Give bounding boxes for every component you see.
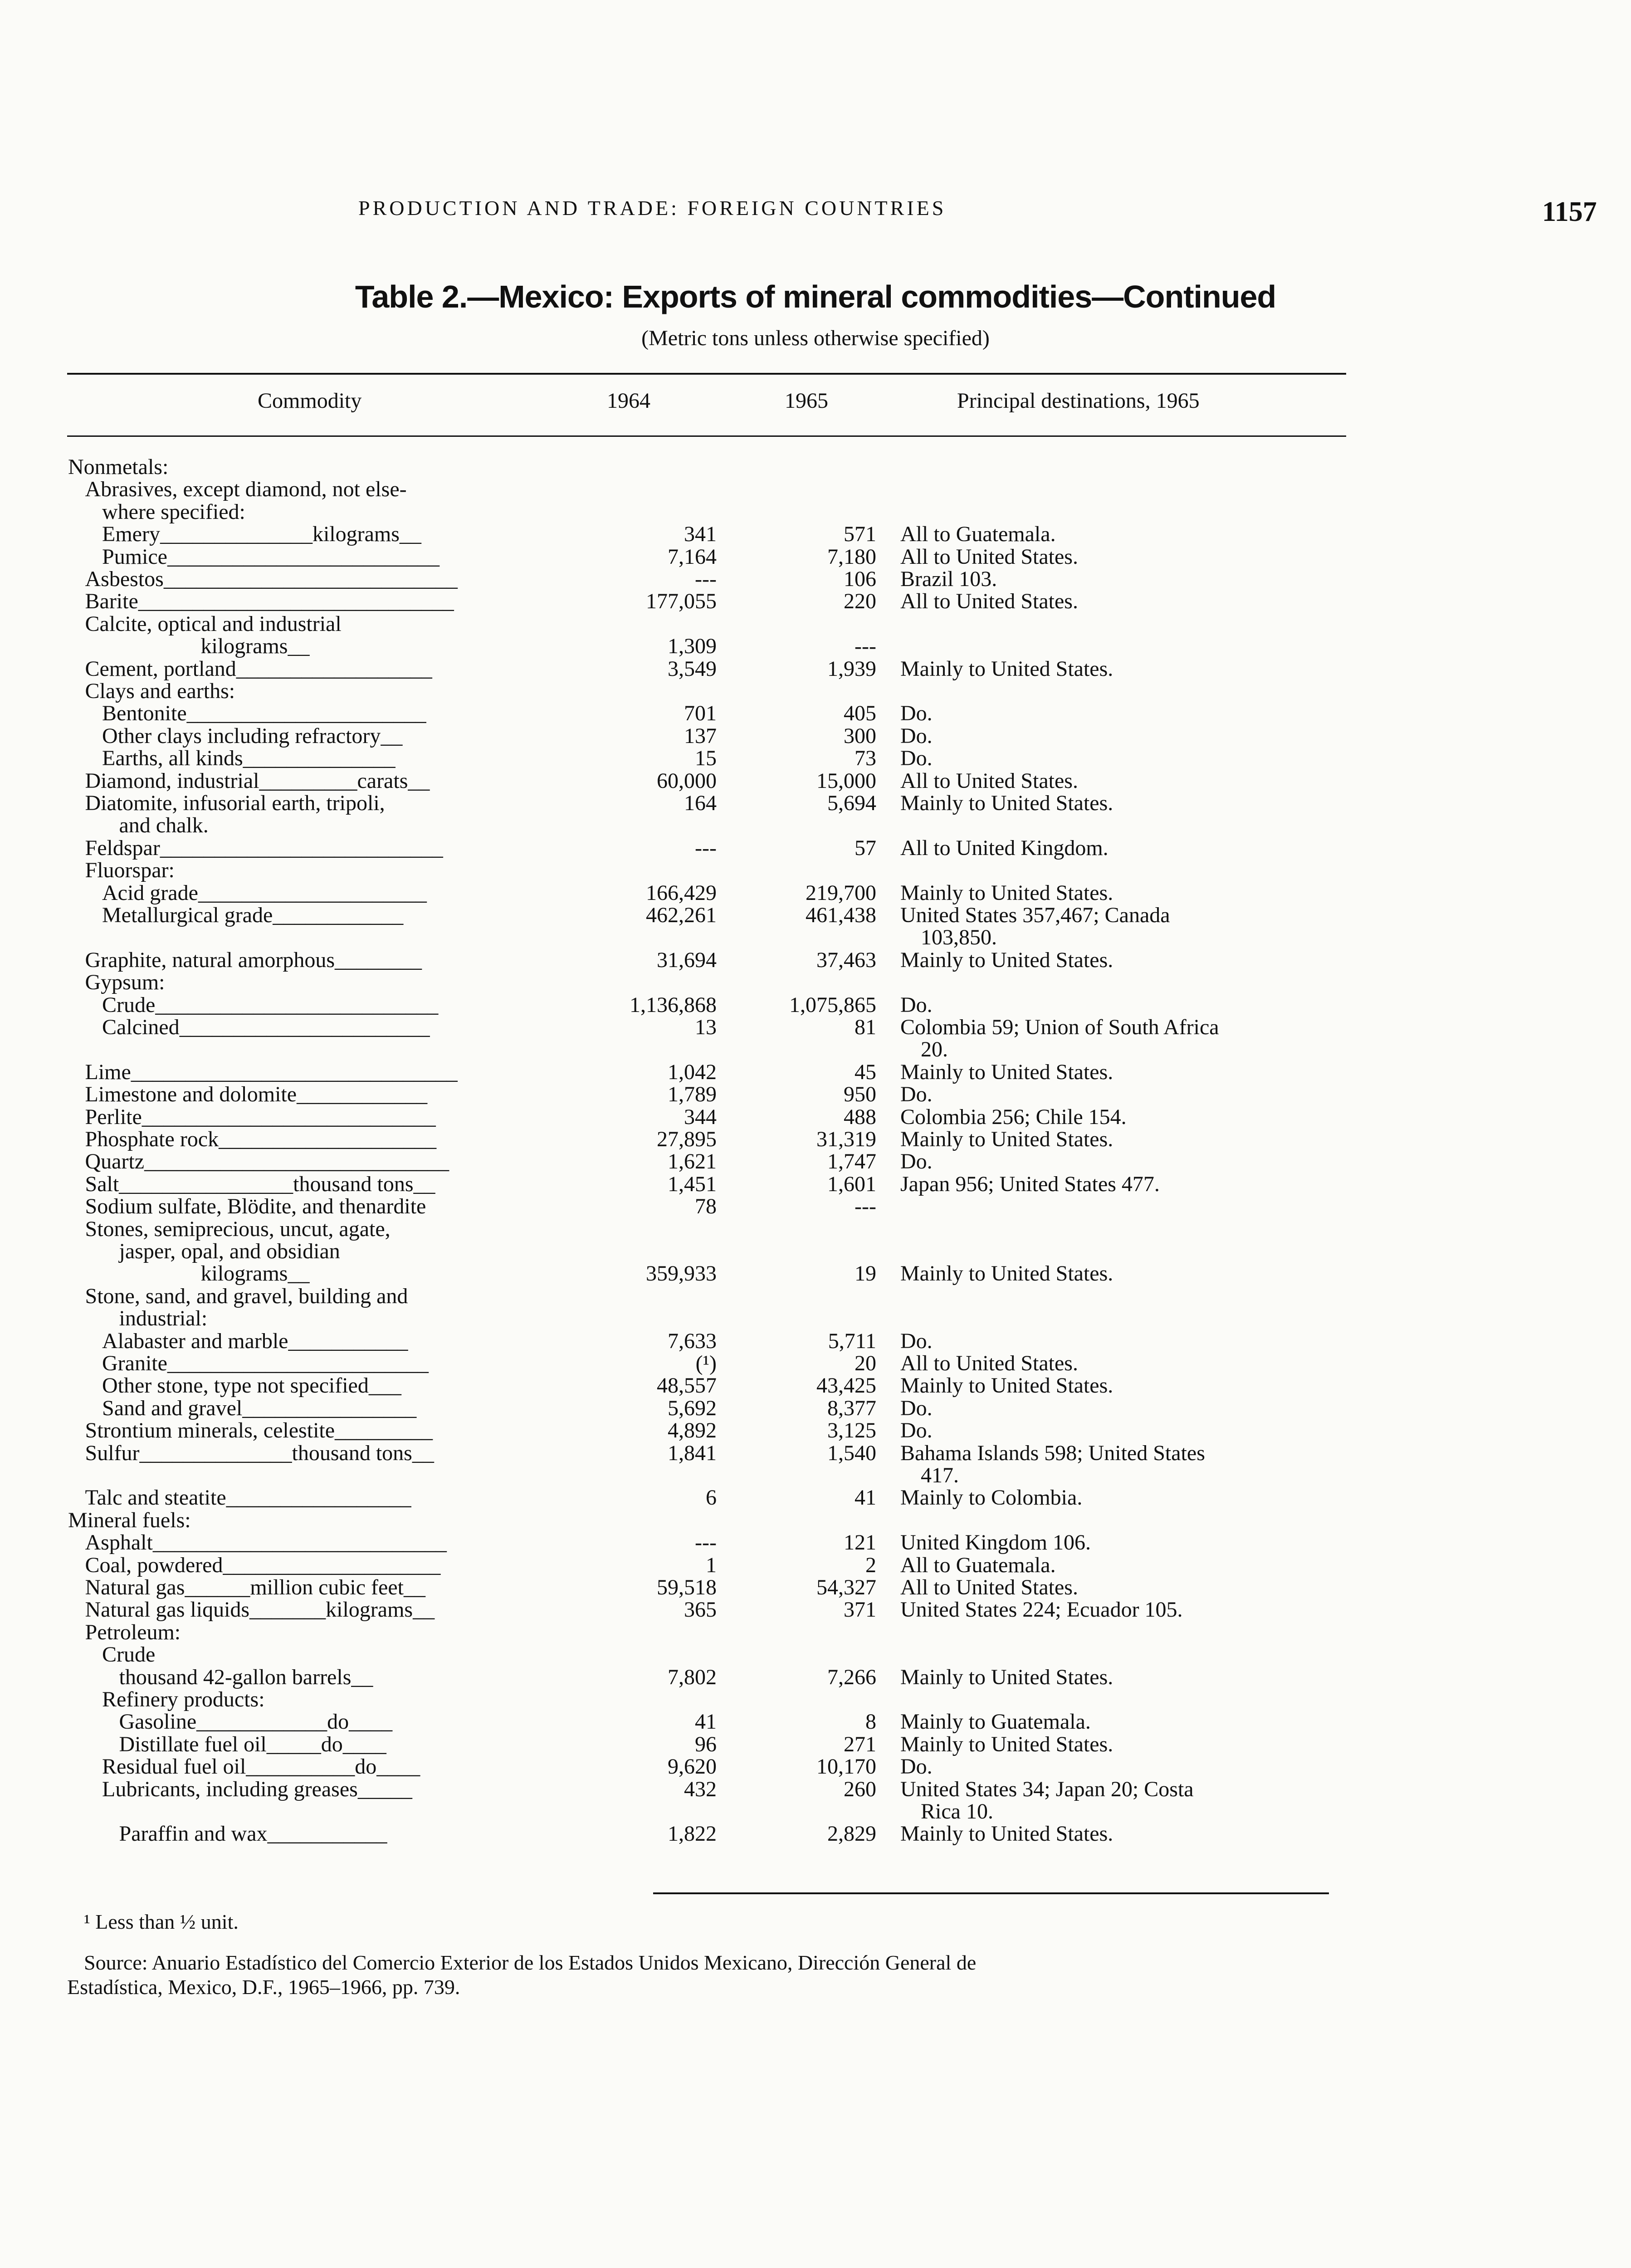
row-value-1964: 1,309	[668, 634, 717, 658]
source-note	[67, 1950, 1337, 1999]
row-commodity: Barite_____________________________	[85, 589, 454, 613]
row-commodity: Coal, powdered____________________	[85, 1553, 441, 1577]
row-destination: Mainly to United States.	[900, 657, 1113, 681]
row-value-1964: 31,694	[657, 948, 717, 972]
row-commodity: Limestone and dolomite____________	[85, 1082, 428, 1106]
row-value-1964: 177,055	[646, 589, 717, 613]
column-header-destinations: Principal destinations, 1965	[957, 389, 1200, 413]
row-destination: Rica 10.	[921, 1799, 993, 1823]
row-commodity: Asphalt___________________________	[85, 1530, 447, 1554]
row-commodity: Calcite, optical and industrial	[85, 612, 342, 636]
row-destination: Colombia 59; Union of South Africa	[900, 1015, 1219, 1039]
row-commodity: Cement, portland__________________	[85, 657, 432, 681]
row-value-1964: 1,789	[668, 1082, 717, 1106]
row-value-1964: ---	[695, 567, 717, 591]
row-destination: United States 357,467; Canada	[900, 903, 1170, 927]
row-value-1964: (¹)	[695, 1351, 717, 1375]
row-destination: Bahama Islands 598; United States	[900, 1441, 1205, 1465]
row-value-1964: 432	[684, 1777, 717, 1801]
row-commodity: Alabaster and marble___________	[102, 1329, 408, 1353]
row-commodity: Mineral fuels:	[68, 1508, 191, 1532]
row-commodity: Lime______________________________	[85, 1060, 458, 1084]
table-header-rule	[67, 435, 1346, 437]
row-commodity: jasper, opal, and obsidian	[119, 1239, 340, 1263]
row-value-1964: 6	[706, 1486, 717, 1510]
row-commodity: Emery______________kilograms__	[102, 522, 421, 546]
row-value-1964: 48,557	[657, 1374, 717, 1398]
row-commodity: kilograms__	[200, 634, 310, 658]
row-commodity: Residual fuel oil__________do____	[102, 1755, 420, 1779]
row-destination: Colombia 256; Chile 154.	[900, 1105, 1127, 1129]
row-commodity: Gypsum:	[85, 970, 165, 994]
row-commodity: Petroleum:	[85, 1620, 181, 1644]
row-value-1964: 1,042	[668, 1060, 717, 1084]
row-destination: Mainly to United States.	[900, 881, 1113, 905]
row-commodity: Metallurgical grade____________	[102, 903, 404, 927]
row-commodity: Nonmetals:	[68, 455, 169, 479]
row-commodity: Sodium sulfate, Blödite, and thenardite	[85, 1194, 426, 1218]
row-commodity: Strontium minerals, celestite_________	[85, 1418, 433, 1442]
row-value-1965: ---	[855, 634, 876, 658]
row-commodity: Distillate fuel oil_____do____	[119, 1732, 386, 1756]
row-destination: Do.	[900, 1418, 933, 1442]
row-value-1965: 7,180	[827, 545, 876, 569]
running-header: PRODUCTION AND TRADE: FOREIGN COUNTRIES	[358, 196, 947, 220]
row-commodity: Diatomite, infusorial earth, tripoli,	[85, 791, 385, 815]
row-destination: 20.	[921, 1037, 948, 1061]
row-commodity: Perlite___________________________	[85, 1105, 436, 1129]
row-commodity: Pumice_________________________	[102, 545, 439, 569]
row-value-1964: 15	[695, 746, 717, 770]
row-commodity: Crude__________________________	[102, 993, 439, 1017]
row-value-1965: 54,327	[816, 1575, 876, 1599]
row-destination: Do.	[900, 1329, 933, 1353]
row-value-1965: 57	[855, 836, 876, 860]
row-value-1965: 488	[844, 1105, 876, 1129]
row-commodity: Granite________________________	[102, 1351, 429, 1375]
row-commodity: Talc and steatite_________________	[85, 1486, 411, 1510]
row-value-1965: 271	[844, 1732, 876, 1756]
row-value-1964: 1,451	[668, 1172, 717, 1196]
row-value-1965: 1,075,865	[789, 993, 876, 1017]
row-value-1964: 701	[684, 701, 717, 725]
row-commodity: Fluorspar:	[85, 858, 175, 882]
row-value-1964: 1,136,868	[630, 993, 717, 1017]
row-value-1965: 5,711	[828, 1329, 876, 1353]
row-commodity: Diamond, industrial_________carats__	[85, 769, 430, 793]
row-destination: United States 224; Ecuador 105.	[900, 1598, 1183, 1622]
row-value-1964: 365	[684, 1598, 717, 1622]
row-destination: All to United States.	[900, 545, 1078, 569]
row-value-1964: 60,000	[657, 769, 717, 793]
row-value-1965: 1,540	[827, 1441, 876, 1465]
row-value-1964: 7,164	[668, 545, 717, 569]
row-value-1964: 78	[695, 1194, 717, 1218]
source-note-line-1: Source: Anuario Estadístico del Comercio Exterior de los Estados Unidos Mexicano, Dirección General de	[84, 1951, 977, 1974]
row-value-1964: 9,620	[668, 1755, 717, 1779]
column-header-commodity: Commodity	[258, 389, 362, 413]
row-commodity: Quartz____________________________	[85, 1149, 449, 1173]
table-top-rule	[67, 373, 1346, 375]
row-commodity: Bentonite______________________	[102, 701, 426, 725]
row-commodity: Sulfur______________thousand tons__	[85, 1441, 434, 1465]
row-value-1964: 7,633	[668, 1329, 717, 1353]
row-destination: United Kingdom 106.	[900, 1530, 1091, 1554]
row-value-1964: 462,261	[646, 903, 717, 927]
row-value-1965: 43,425	[816, 1374, 876, 1398]
footnote-1: ¹ Less than ½ unit.	[84, 1910, 239, 1933]
row-value-1965: 8	[865, 1710, 876, 1734]
page-number: 1157	[1542, 196, 1597, 227]
row-value-1965: 1,601	[827, 1172, 876, 1196]
row-value-1965: 73	[855, 746, 876, 770]
row-value-1964: 344	[684, 1105, 717, 1129]
row-value-1964: 137	[684, 724, 717, 748]
row-commodity: Lubricants, including greases_____	[102, 1777, 412, 1801]
row-value-1964: ---	[695, 836, 717, 860]
row-destination: Mainly to United States.	[900, 1127, 1113, 1151]
row-commodity: Phosphate rock____________________	[85, 1127, 437, 1151]
row-destination: Do.	[900, 1396, 933, 1420]
row-value-1965: 81	[855, 1015, 876, 1039]
row-destination: Mainly to Guatemala.	[900, 1710, 1091, 1734]
row-destination: All to United States.	[900, 1575, 1078, 1599]
row-destination: Mainly to United States.	[900, 1822, 1113, 1846]
row-destination: All to United States.	[900, 1351, 1078, 1375]
row-value-1964: 41	[695, 1710, 717, 1734]
row-commodity: Gasoline____________do____	[119, 1710, 393, 1734]
row-value-1964: 1,822	[668, 1822, 717, 1846]
row-value-1964: 4,892	[668, 1418, 717, 1442]
row-destination: Do.	[900, 746, 933, 770]
row-value-1965: 219,700	[806, 881, 876, 905]
row-commodity: Stones, semiprecious, uncut, agate,	[85, 1217, 391, 1241]
row-value-1965: 1,747	[827, 1149, 876, 1173]
row-value-1965: 121	[844, 1530, 876, 1554]
row-value-1964: 13	[695, 1015, 717, 1039]
row-value-1964: 1	[706, 1553, 717, 1577]
row-value-1964: 59,518	[657, 1575, 717, 1599]
row-value-1965: 41	[855, 1486, 876, 1510]
row-destination: All to Guatemala.	[900, 1553, 1056, 1577]
row-commodity: Crude	[102, 1642, 156, 1667]
row-value-1964: 359,933	[646, 1261, 717, 1286]
row-commodity: where specified:	[102, 500, 245, 524]
row-value-1965: 5,694	[827, 791, 876, 815]
row-value-1965: 106	[844, 567, 876, 591]
row-commodity: Asbestos___________________________	[85, 567, 458, 591]
row-destination: United States 34; Japan 20; Costa	[900, 1777, 1194, 1801]
row-value-1965: 8,377	[827, 1396, 876, 1420]
row-destination: Mainly to Colombia.	[900, 1486, 1083, 1510]
row-commodity: and chalk.	[119, 813, 209, 837]
source-note-line-2: Estadística, Mexico, D.F., 1965–1966, pp. 739.	[67, 1975, 460, 1999]
row-value-1965: 571	[844, 522, 876, 546]
row-commodity: Abrasives, except diamond, not else-	[85, 477, 407, 501]
row-value-1965: 15,000	[816, 769, 876, 793]
row-destination: Mainly to United States.	[900, 1060, 1113, 1084]
row-destination: Brazil 103.	[900, 567, 997, 591]
row-destination: All to United States.	[900, 589, 1078, 613]
row-destination: Do.	[900, 993, 933, 1017]
row-commodity: industrial:	[119, 1306, 208, 1330]
row-value-1965: 461,438	[806, 903, 876, 927]
row-value-1965: 300	[844, 724, 876, 748]
row-value-1965: 220	[844, 589, 876, 613]
row-destination: 103,850.	[921, 925, 997, 949]
row-commodity: Sand and gravel________________	[102, 1396, 417, 1420]
row-destination: Japan 956; United States 477.	[900, 1172, 1160, 1196]
row-value-1965: 405	[844, 701, 876, 725]
row-value-1965: 260	[844, 1777, 876, 1801]
row-value-1964: 164	[684, 791, 717, 815]
row-commodity: Natural gas______million cubic feet__	[85, 1575, 425, 1599]
row-value-1965: 19	[855, 1261, 876, 1286]
row-value-1964: 27,895	[657, 1127, 717, 1151]
row-destination: Do.	[900, 1755, 933, 1779]
row-value-1965: 3,125	[827, 1418, 876, 1442]
row-commodity: Other stone, type not specified___	[102, 1374, 401, 1398]
row-destination: Mainly to United States.	[900, 948, 1113, 972]
row-destination: Mainly to United States.	[900, 1665, 1113, 1689]
row-destination: Mainly to United States.	[900, 1374, 1113, 1398]
row-value-1964: 1,841	[668, 1441, 717, 1465]
row-value-1964: 341	[684, 522, 717, 546]
row-destination: All to United Kingdom.	[900, 836, 1108, 860]
row-destination: Mainly to United States.	[900, 1261, 1113, 1286]
row-commodity: Acid grade_____________________	[102, 881, 427, 905]
table-subtitle: (Metric tons unless otherwise specified)	[641, 326, 990, 350]
row-commodity: Refinery products:	[102, 1687, 265, 1711]
row-value-1964: 1,621	[668, 1149, 717, 1173]
table-title: Table 2.—Mexico: Exports of mineral commodities—Continued	[355, 279, 1276, 314]
row-value-1965: 10,170	[816, 1755, 876, 1779]
row-value-1964: 3,549	[668, 657, 717, 681]
row-value-1965: 31,319	[816, 1127, 876, 1151]
row-commodity: Salt________________thousand tons__	[85, 1172, 435, 1196]
column-header-1965: 1965	[785, 389, 828, 413]
row-commodity: Clays and earths:	[85, 679, 235, 703]
row-destination: Do.	[900, 701, 933, 725]
row-destination: Mainly to United States.	[900, 1732, 1113, 1756]
row-value-1964: 166,429	[646, 881, 717, 905]
table-bottom-rule	[653, 1892, 1329, 1894]
row-commodity: Graphite, natural amorphous________	[85, 948, 422, 972]
row-destination: 417.	[921, 1463, 959, 1487]
row-commodity: Stone, sand, and gravel, building and	[85, 1284, 408, 1308]
row-commodity: Calcined_______________________	[102, 1015, 430, 1039]
row-commodity: Natural gas liquids_______kilograms__	[85, 1598, 435, 1622]
row-value-1965: 2,829	[827, 1822, 876, 1846]
row-value-1964: 96	[695, 1732, 717, 1756]
column-header-1964: 1964	[607, 389, 650, 413]
row-commodity: kilograms__	[200, 1261, 310, 1286]
row-value-1965: 1,939	[827, 657, 876, 681]
row-destination: All to United States.	[900, 769, 1078, 793]
row-value-1964: 7,802	[668, 1665, 717, 1689]
row-value-1965: 2	[865, 1553, 876, 1577]
row-commodity: thousand 42-gallon barrels__	[119, 1665, 373, 1689]
row-value-1965: 45	[855, 1060, 876, 1084]
row-commodity: Feldspar__________________________	[85, 836, 443, 860]
row-commodity: Other clays including refractory__	[102, 724, 403, 748]
row-destination: Do.	[900, 724, 933, 748]
row-value-1965: ---	[855, 1194, 876, 1218]
row-value-1964: ---	[695, 1530, 717, 1554]
row-destination: All to Guatemala.	[900, 522, 1056, 546]
row-destination: Mainly to United States.	[900, 791, 1113, 815]
row-value-1965: 7,266	[827, 1665, 876, 1689]
row-value-1965: 20	[855, 1351, 876, 1375]
row-value-1964: 5,692	[668, 1396, 717, 1420]
row-commodity: Earths, all kinds______________	[102, 746, 396, 770]
row-value-1965: 371	[844, 1598, 876, 1622]
row-destination: Do.	[900, 1149, 933, 1173]
row-destination: Do.	[900, 1082, 933, 1106]
row-value-1965: 37,463	[816, 948, 876, 972]
row-value-1965: 950	[844, 1082, 876, 1106]
row-commodity: Paraffin and wax___________	[119, 1822, 387, 1846]
